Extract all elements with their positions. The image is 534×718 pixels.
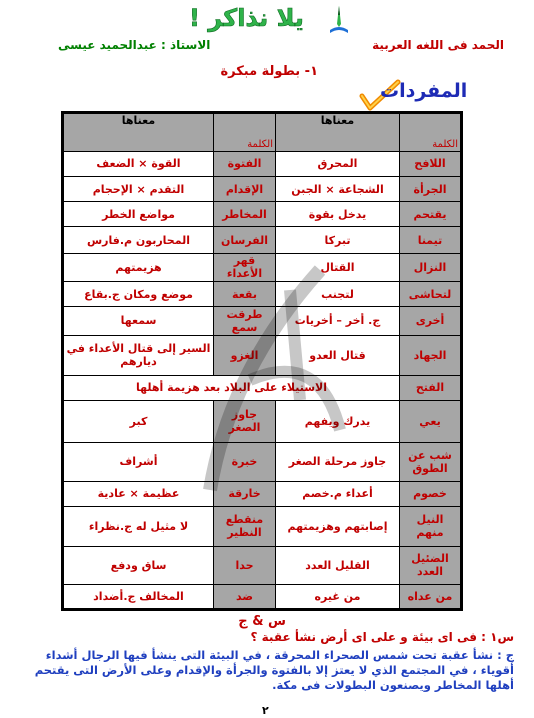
- vocab-word: أخرى: [400, 307, 462, 335]
- vocab-meaning: الشجاعة × الجبن: [276, 177, 400, 202]
- vocab-word: الفتح: [400, 375, 462, 400]
- logo-text: يلا نذاكر !: [189, 4, 304, 32]
- vocab-meaning: يدرك ويفهم: [276, 400, 400, 442]
- vocab-meaning: موضع ومكان ج.بقاع: [63, 282, 214, 307]
- vocab-meaning: أعداء م.خصم: [276, 481, 400, 506]
- table-row: [63, 506, 462, 546]
- vocab-word: خصوم: [400, 481, 462, 506]
- vocab-word: النيل منهم: [400, 506, 462, 546]
- vocab-word: الغزو: [214, 335, 276, 375]
- vocab-meaning: إصابتهم وهزيمتهم: [276, 506, 400, 546]
- page-number: ٢: [262, 704, 269, 717]
- vocab-meaning: المحاربون م.فارس: [63, 227, 214, 253]
- vocab-meaning: التقدم × الإحجام: [63, 177, 214, 202]
- teacher-label: الاستاذ : عبدالحميد عيسى: [58, 38, 211, 52]
- table-row: [63, 481, 462, 506]
- qa-section-title: س & ج: [238, 614, 286, 629]
- vocab-meaning: المحرق: [276, 151, 400, 176]
- vocab-word: لتحاشى: [400, 282, 462, 307]
- vocab-word: الجهاد: [400, 335, 462, 375]
- header-meaning-1: معناها: [276, 113, 400, 152]
- section-badge-text: المفردات: [380, 80, 468, 102]
- vocab-word: خارقة: [214, 481, 276, 506]
- vocabulary-table: [61, 111, 463, 611]
- vocab-word: تيمنا: [400, 227, 462, 253]
- vocab-meaning: ساق ودفع: [63, 546, 214, 584]
- table-row: [63, 202, 462, 227]
- vocab-word: جاوز الصغر: [214, 400, 276, 442]
- header-word-1: الكلمة: [400, 113, 462, 152]
- vocab-word: يعي: [400, 400, 462, 442]
- header-word-2: الكلمة: [214, 113, 276, 152]
- vocab-meaning: لا مثيل له ج.نظراء: [63, 506, 214, 546]
- vocab-word: الفتوة: [214, 151, 276, 176]
- vocab-meaning: القوة × الضعف: [63, 151, 214, 176]
- table-row: [63, 227, 462, 253]
- vocab-meaning: السير إلى قتال الأعداء في ديارهم: [63, 335, 214, 375]
- vocab-meaning: قتال العدو: [276, 335, 400, 375]
- vocab-meaning: المخالف ج.أضداد: [63, 584, 214, 609]
- vocab-meaning: أشراف: [63, 442, 214, 481]
- vocab-meaning: مواضع الخطر: [63, 202, 214, 227]
- site-logo: [185, 4, 350, 36]
- vocab-meaning: يدخل بقوة: [276, 202, 400, 227]
- vocab-meaning: القتال: [276, 253, 400, 281]
- vocab-word: منقطع النظير: [214, 506, 276, 546]
- vocab-word: الضئيل العدد: [400, 546, 462, 584]
- vocab-word: الإقدام: [214, 177, 276, 202]
- vocab-word: يقتحم: [400, 202, 462, 227]
- vocab-meaning: سمعها: [63, 307, 214, 335]
- book-pen-icon: [328, 4, 350, 34]
- vocab-word: المخاطر: [214, 202, 276, 227]
- vocab-meaning: القليل العدد: [276, 546, 400, 584]
- vocab-word: خبرة: [214, 442, 276, 481]
- question-1: س١ : فى اى بيئة و على اى أرض نشأ عقبة ؟: [250, 630, 514, 644]
- vocab-word: طرقت سمع: [214, 307, 276, 335]
- table-row: [63, 335, 462, 375]
- table-row: [63, 253, 462, 281]
- vocab-meaning: من غيره: [276, 584, 400, 609]
- vocab-word: الجرأة: [400, 177, 462, 202]
- vocab-meaning: لتجنب: [276, 282, 400, 307]
- table-row: [63, 400, 462, 442]
- vocab-word: شب عن الطوق: [400, 442, 462, 481]
- answer-1: ج : نشأ عقبة تحت شمس الصحراء المحرقة ، في البيئة التى ينشأ فيها الرجال أشداء أقوياء ، في المجتمع الذي لا يعتز إلا بالفتوة والجرأة والإقدام وعلى الأرض التى يقتحم أهلها المخاطر ويصنعون البطولات فى مكة.: [34, 648, 514, 692]
- vocab-meaning: الاستيلاء على البلاد بعد هزيمة أهلها: [63, 375, 400, 400]
- subject-label: الحمد فى اللغه العربية: [372, 38, 504, 52]
- vocab-meaning: تبركا: [276, 227, 400, 253]
- vocab-word: ضد: [214, 584, 276, 609]
- table-row: [63, 307, 462, 335]
- vocab-word: النزال: [400, 253, 462, 281]
- vocab-word: من عداه: [400, 584, 462, 609]
- lesson-title: ١- بطولة مبكرة: [220, 64, 318, 79]
- section-badge: [358, 78, 478, 114]
- table-row: [63, 375, 462, 400]
- header-meaning-2: معناها: [63, 113, 214, 152]
- table-row: [63, 282, 462, 307]
- table-row: [63, 177, 462, 202]
- vocab-meaning: جاوز مرحلة الصغر: [276, 442, 400, 481]
- table-row: [63, 584, 462, 609]
- table-row: [63, 442, 462, 481]
- vocab-word: حدا: [214, 546, 276, 584]
- vocab-meaning: كبر: [63, 400, 214, 442]
- vocab-meaning: ج. أخر – أخريات: [276, 307, 400, 335]
- vocab-meaning: عظيمة × عادية: [63, 481, 214, 506]
- vocab-word: اللافح: [400, 151, 462, 176]
- table-row: [63, 151, 462, 176]
- vocab-word: قهر الأعداء: [214, 253, 276, 281]
- table-header-row: [63, 113, 462, 152]
- vocab-meaning: هزيمتهم: [63, 253, 214, 281]
- table-row: [63, 546, 462, 584]
- page-header: [0, 0, 534, 60]
- vocab-word: الفرسان: [214, 227, 276, 253]
- vocab-word: بقعة: [214, 282, 276, 307]
